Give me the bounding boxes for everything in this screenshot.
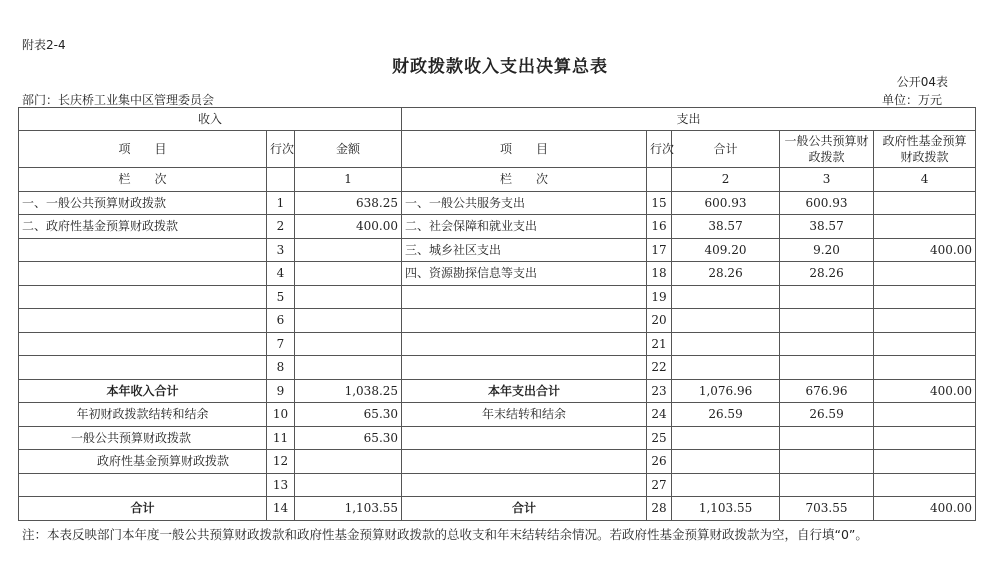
expense-line: 22 (647, 356, 672, 380)
expense-line: 19 (647, 285, 672, 309)
table-row (19, 450, 976, 474)
expense-total: 1,076.96 (672, 379, 780, 403)
table-row (19, 262, 976, 286)
expense-total: 409.20 (672, 238, 780, 262)
expense-general: 38.57 (780, 215, 874, 239)
expense-line: 26 (647, 450, 672, 474)
table-row (19, 356, 976, 380)
expense-total: 28.26 (672, 262, 780, 286)
income-item (19, 285, 267, 309)
lanci-empty (267, 168, 295, 192)
lanci-row (19, 168, 976, 192)
group-income-header: 收入 (19, 108, 402, 131)
expense-fund: 400.00 (874, 497, 976, 521)
lanci-label: 栏 次 (19, 168, 267, 192)
expense-total (672, 426, 780, 450)
income-item: 本年收入合计 (19, 379, 267, 403)
table-row (19, 285, 976, 309)
expense-total: 26.59 (672, 403, 780, 427)
expense-fund (874, 262, 976, 286)
income-amount: 1,103.55 (295, 497, 402, 521)
table-row (19, 332, 976, 356)
expense-item: 本年支出合计 (402, 379, 647, 403)
income-item: 一般公共预算财政拨款 (19, 426, 267, 450)
table-row (19, 309, 976, 333)
expense-total: 600.93 (672, 191, 780, 215)
expense-fund (874, 426, 976, 450)
income-amount (295, 332, 402, 356)
column-header-row (19, 131, 976, 168)
expense-general (780, 332, 874, 356)
income-amount (295, 262, 402, 286)
budget-table (18, 107, 976, 521)
lanci-1: 1 (295, 168, 402, 192)
expense-item (402, 309, 647, 333)
expense-total (672, 473, 780, 497)
expense-fund (874, 285, 976, 309)
income-amount (295, 285, 402, 309)
income-amount (295, 309, 402, 333)
expense-general: 28.26 (780, 262, 874, 286)
col-header-total: 合计 (672, 131, 780, 168)
expense-general (780, 285, 874, 309)
income-line: 12 (267, 450, 295, 474)
table-row (19, 403, 976, 427)
col-header-item: 项 目 (19, 131, 267, 168)
table-label: 附表2-4 (22, 38, 66, 52)
expense-total (672, 332, 780, 356)
income-amount: 65.30 (295, 426, 402, 450)
expense-general: 26.59 (780, 403, 874, 427)
expense-item (402, 285, 647, 309)
income-line: 6 (267, 309, 295, 333)
expense-line: 21 (647, 332, 672, 356)
income-line: 10 (267, 403, 295, 427)
table-row (19, 497, 976, 521)
expense-line: 18 (647, 262, 672, 286)
income-item (19, 262, 267, 286)
form-code: 公开04表 (896, 75, 948, 89)
income-item: 年初财政拨款结转和结余 (19, 403, 267, 427)
expense-total: 38.57 (672, 215, 780, 239)
expense-item (402, 426, 647, 450)
expense-item: 四、资源勘探信息等支出 (402, 262, 647, 286)
expense-total (672, 356, 780, 380)
table-row (19, 426, 976, 450)
expense-line: 16 (647, 215, 672, 239)
expense-item: 二、社会保障和就业支出 (402, 215, 647, 239)
expense-general (780, 356, 874, 380)
expense-line: 15 (647, 191, 672, 215)
income-item: 二、政府性基金预算财政拨款 (19, 215, 267, 239)
income-amount (295, 473, 402, 497)
expense-item: 一、一般公共服务支出 (402, 191, 647, 215)
table-row (19, 473, 976, 497)
income-amount (295, 356, 402, 380)
expense-line: 28 (647, 497, 672, 521)
income-amount: 65.30 (295, 403, 402, 427)
income-item (19, 332, 267, 356)
income-amount (295, 450, 402, 474)
income-line: 2 (267, 215, 295, 239)
expense-fund (874, 356, 976, 380)
expense-total (672, 450, 780, 474)
income-item (19, 356, 267, 380)
expense-total (672, 309, 780, 333)
expense-fund: 400.00 (874, 379, 976, 403)
lanci-4: 4 (874, 168, 976, 192)
expense-item (402, 473, 647, 497)
income-line: 14 (267, 497, 295, 521)
expense-line: 24 (647, 403, 672, 427)
income-amount: 1,038.25 (295, 379, 402, 403)
expense-total (672, 285, 780, 309)
expense-item (402, 332, 647, 356)
col-header-exp-item: 项 目 (402, 131, 647, 168)
expense-general: 676.96 (780, 379, 874, 403)
income-line: 8 (267, 356, 295, 380)
expense-item: 年末结转和结余 (402, 403, 647, 427)
expense-line: 20 (647, 309, 672, 333)
group-header-row (19, 108, 976, 131)
table-row (19, 379, 976, 403)
income-item (19, 473, 267, 497)
page-title: 财政拨款收入支出决算总表 (392, 57, 608, 77)
income-item: 一、一般公共预算财政拨款 (19, 191, 267, 215)
col-header-fund: 政府性基金预算财政拨款 (874, 131, 976, 168)
footnote: 注：本表反映部门本年度一般公共预算财政拨款和政府性基金预算财政拨款的总收支和年末结转结余情况。若政府性基金预算财政拨款为空，自行填“0”。 (22, 527, 868, 542)
department-label: 部门：长庆桥工业集中区管理委员会 (22, 93, 215, 107)
expense-line: 17 (647, 238, 672, 262)
income-line: 5 (267, 285, 295, 309)
expense-general (780, 309, 874, 333)
expense-general (780, 426, 874, 450)
income-line: 1 (267, 191, 295, 215)
income-item (19, 309, 267, 333)
table-row (19, 191, 976, 215)
income-amount: 400.00 (295, 215, 402, 239)
expense-general: 9.20 (780, 238, 874, 262)
income-line: 11 (267, 426, 295, 450)
expense-fund (874, 191, 976, 215)
lanci-label-2: 栏 次 (402, 168, 647, 192)
table-row (19, 238, 976, 262)
expense-fund (874, 403, 976, 427)
expense-general (780, 450, 874, 474)
col-header-general: 一般公共预算财政拨款 (780, 131, 874, 168)
expense-line: 25 (647, 426, 672, 450)
income-amount: 638.25 (295, 191, 402, 215)
col-header-exp-line: 行次 (647, 131, 672, 168)
col-header-line: 行次 (267, 131, 295, 168)
lanci-2: 2 (672, 168, 780, 192)
expense-fund (874, 215, 976, 239)
table-row (19, 215, 976, 239)
expense-fund (874, 309, 976, 333)
income-line: 3 (267, 238, 295, 262)
income-item (19, 238, 267, 262)
income-line: 4 (267, 262, 295, 286)
expense-fund: 400.00 (874, 238, 976, 262)
expense-general: 600.93 (780, 191, 874, 215)
expense-general: 703.55 (780, 497, 874, 521)
expense-fund (874, 473, 976, 497)
expense-item (402, 356, 647, 380)
group-expense-header: 支出 (402, 108, 976, 131)
expense-item: 合计 (402, 497, 647, 521)
income-amount (295, 238, 402, 262)
expense-fund (874, 450, 976, 474)
col-header-amount: 金额 (295, 131, 402, 168)
income-item: 政府性基金预算财政拨款 (19, 450, 267, 474)
income-line: 13 (267, 473, 295, 497)
income-line: 9 (267, 379, 295, 403)
expense-general (780, 473, 874, 497)
expense-item: 三、城乡社区支出 (402, 238, 647, 262)
expense-line: 27 (647, 473, 672, 497)
expense-fund (874, 332, 976, 356)
lanci-3: 3 (780, 168, 874, 192)
expense-total: 1,103.55 (672, 497, 780, 521)
unit-label: 单位：万元 (882, 93, 943, 107)
expense-item (402, 450, 647, 474)
income-line: 7 (267, 332, 295, 356)
income-item: 合计 (19, 497, 267, 521)
expense-line: 23 (647, 379, 672, 403)
lanci-empty-2 (647, 168, 672, 192)
